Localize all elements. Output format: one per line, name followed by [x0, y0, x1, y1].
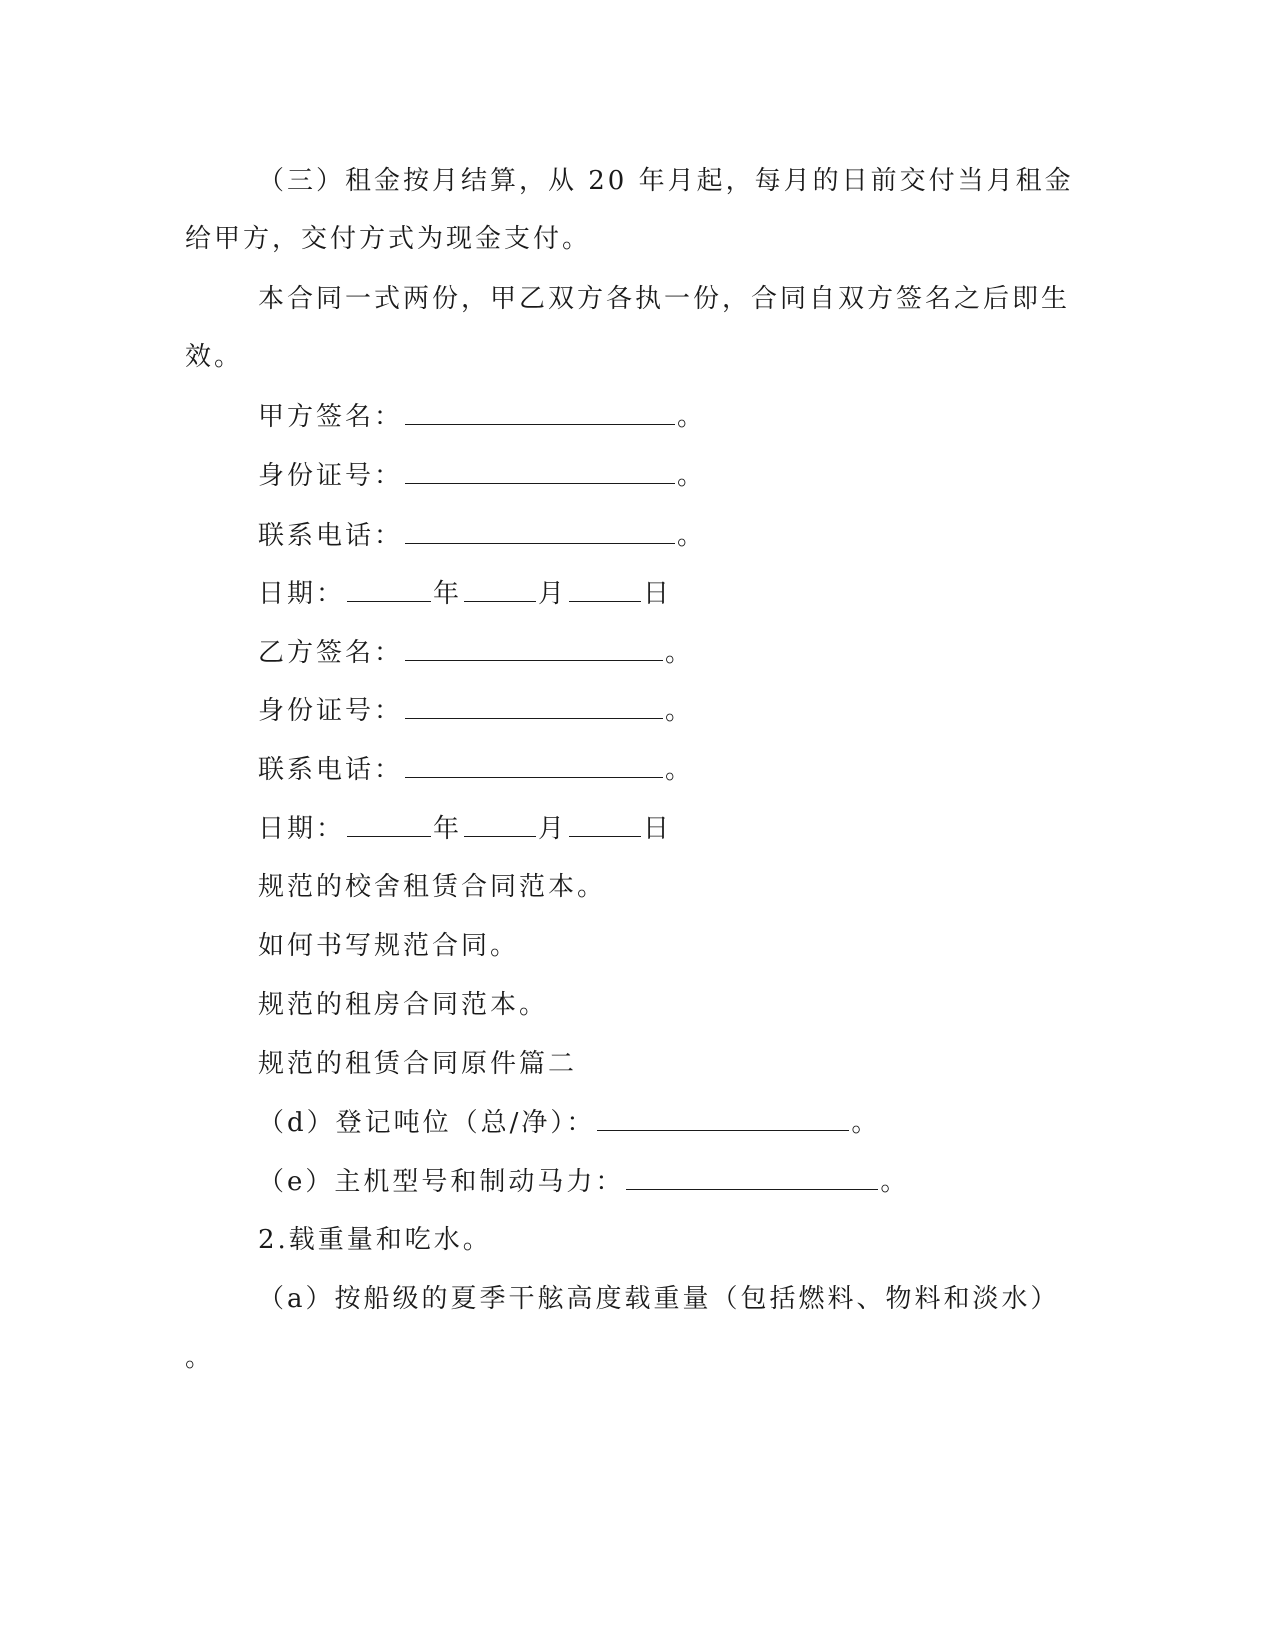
- party-b-phone-blank: [405, 751, 663, 778]
- party-b-day-blank: [569, 810, 641, 837]
- registered-tonnage-blank: [597, 1104, 849, 1131]
- engine-model-end: 。: [880, 1167, 910, 1197]
- related-link-1[interactable]: 规范的校舍租赁合同范本。: [258, 872, 607, 902]
- section-heading: 规范的租赁合同原件篇二: [258, 1049, 578, 1079]
- party-a-month-blank: [464, 575, 536, 602]
- load-draft-heading: 2.载重量和吃水。: [258, 1225, 492, 1255]
- party-a-day-unit: 日: [643, 579, 673, 609]
- party-b-signature-blank: [405, 634, 663, 661]
- party-b-day-unit: 日: [643, 814, 673, 844]
- party-b-month-blank: [464, 810, 536, 837]
- party-a-signature-blank: [405, 398, 675, 425]
- party-a-phone-end: 。: [677, 521, 707, 551]
- party-a-id-row: [258, 457, 706, 494]
- party-b-signature-end: 。: [665, 638, 695, 668]
- deadweight-line-1: （a）按船级的夏季干舷高度载重量（包括燃料、物料和淡水）: [258, 1284, 1060, 1314]
- party-b-date-row: [258, 810, 672, 847]
- registered-tonnage-end: 。: [851, 1108, 881, 1138]
- contract-copies-line-1: 本合同一式两份，甲乙双方各执一份，合同自双方签名之后即生: [258, 284, 1071, 314]
- party-b-id-end: 。: [665, 696, 695, 726]
- engine-model-blank: [626, 1163, 878, 1190]
- party-a-signature-end: 。: [677, 402, 707, 432]
- party-a-id-end: 。: [677, 461, 707, 491]
- registered-tonnage-row: [258, 1104, 880, 1141]
- party-a-date-row: [258, 575, 672, 612]
- party-a-signature-row: [258, 398, 706, 435]
- party-b-date-label: 日期：: [258, 814, 346, 844]
- party-a-id-blank: [405, 457, 675, 484]
- party-b-year-blank: [347, 810, 431, 837]
- rent-settlement-line-1: （三）租金按月结算，从 20 年月起，每月的日前交付当月租金: [258, 166, 1074, 196]
- party-a-date-label: 日期：: [258, 579, 346, 609]
- party-a-phone-label: 联系电话：: [258, 521, 404, 551]
- contract-copies-line-2: 效。: [185, 342, 244, 372]
- party-a-year-unit: 年: [433, 579, 463, 609]
- rent-settlement-line-2: 给甲方，交付方式为现金支付。: [185, 224, 592, 254]
- party-a-phone-row: [258, 517, 706, 554]
- related-link-2[interactable]: 如何书写规范合同。: [258, 931, 520, 961]
- party-a-month-unit: 月: [538, 579, 568, 609]
- related-link-3[interactable]: 规范的租房合同范本。: [258, 990, 549, 1020]
- party-b-phone-label: 联系电话：: [258, 755, 404, 785]
- party-a-signature-label: 甲方签名：: [258, 402, 404, 432]
- party-a-year-blank: [347, 575, 431, 602]
- party-a-phone-blank: [405, 517, 675, 544]
- party-b-id-blank: [405, 692, 663, 719]
- deadweight-line-2: 。: [185, 1343, 215, 1373]
- party-b-year-unit: 年: [433, 814, 463, 844]
- party-a-day-blank: [569, 575, 641, 602]
- party-b-id-label: 身份证号：: [258, 696, 404, 726]
- party-b-phone-end: 。: [665, 755, 695, 785]
- party-b-id-row: [258, 692, 694, 729]
- party-b-signature-label: 乙方签名：: [258, 638, 404, 668]
- party-a-id-label: 身份证号：: [258, 461, 404, 491]
- engine-model-row: [258, 1163, 909, 1200]
- registered-tonnage-label: （d）登记吨位（总/净）：: [258, 1108, 596, 1138]
- party-b-phone-row: [258, 751, 694, 788]
- party-b-month-unit: 月: [538, 814, 568, 844]
- engine-model-label: （e）主机型号和制动马力：: [258, 1167, 625, 1197]
- party-b-signature-row: [258, 634, 694, 671]
